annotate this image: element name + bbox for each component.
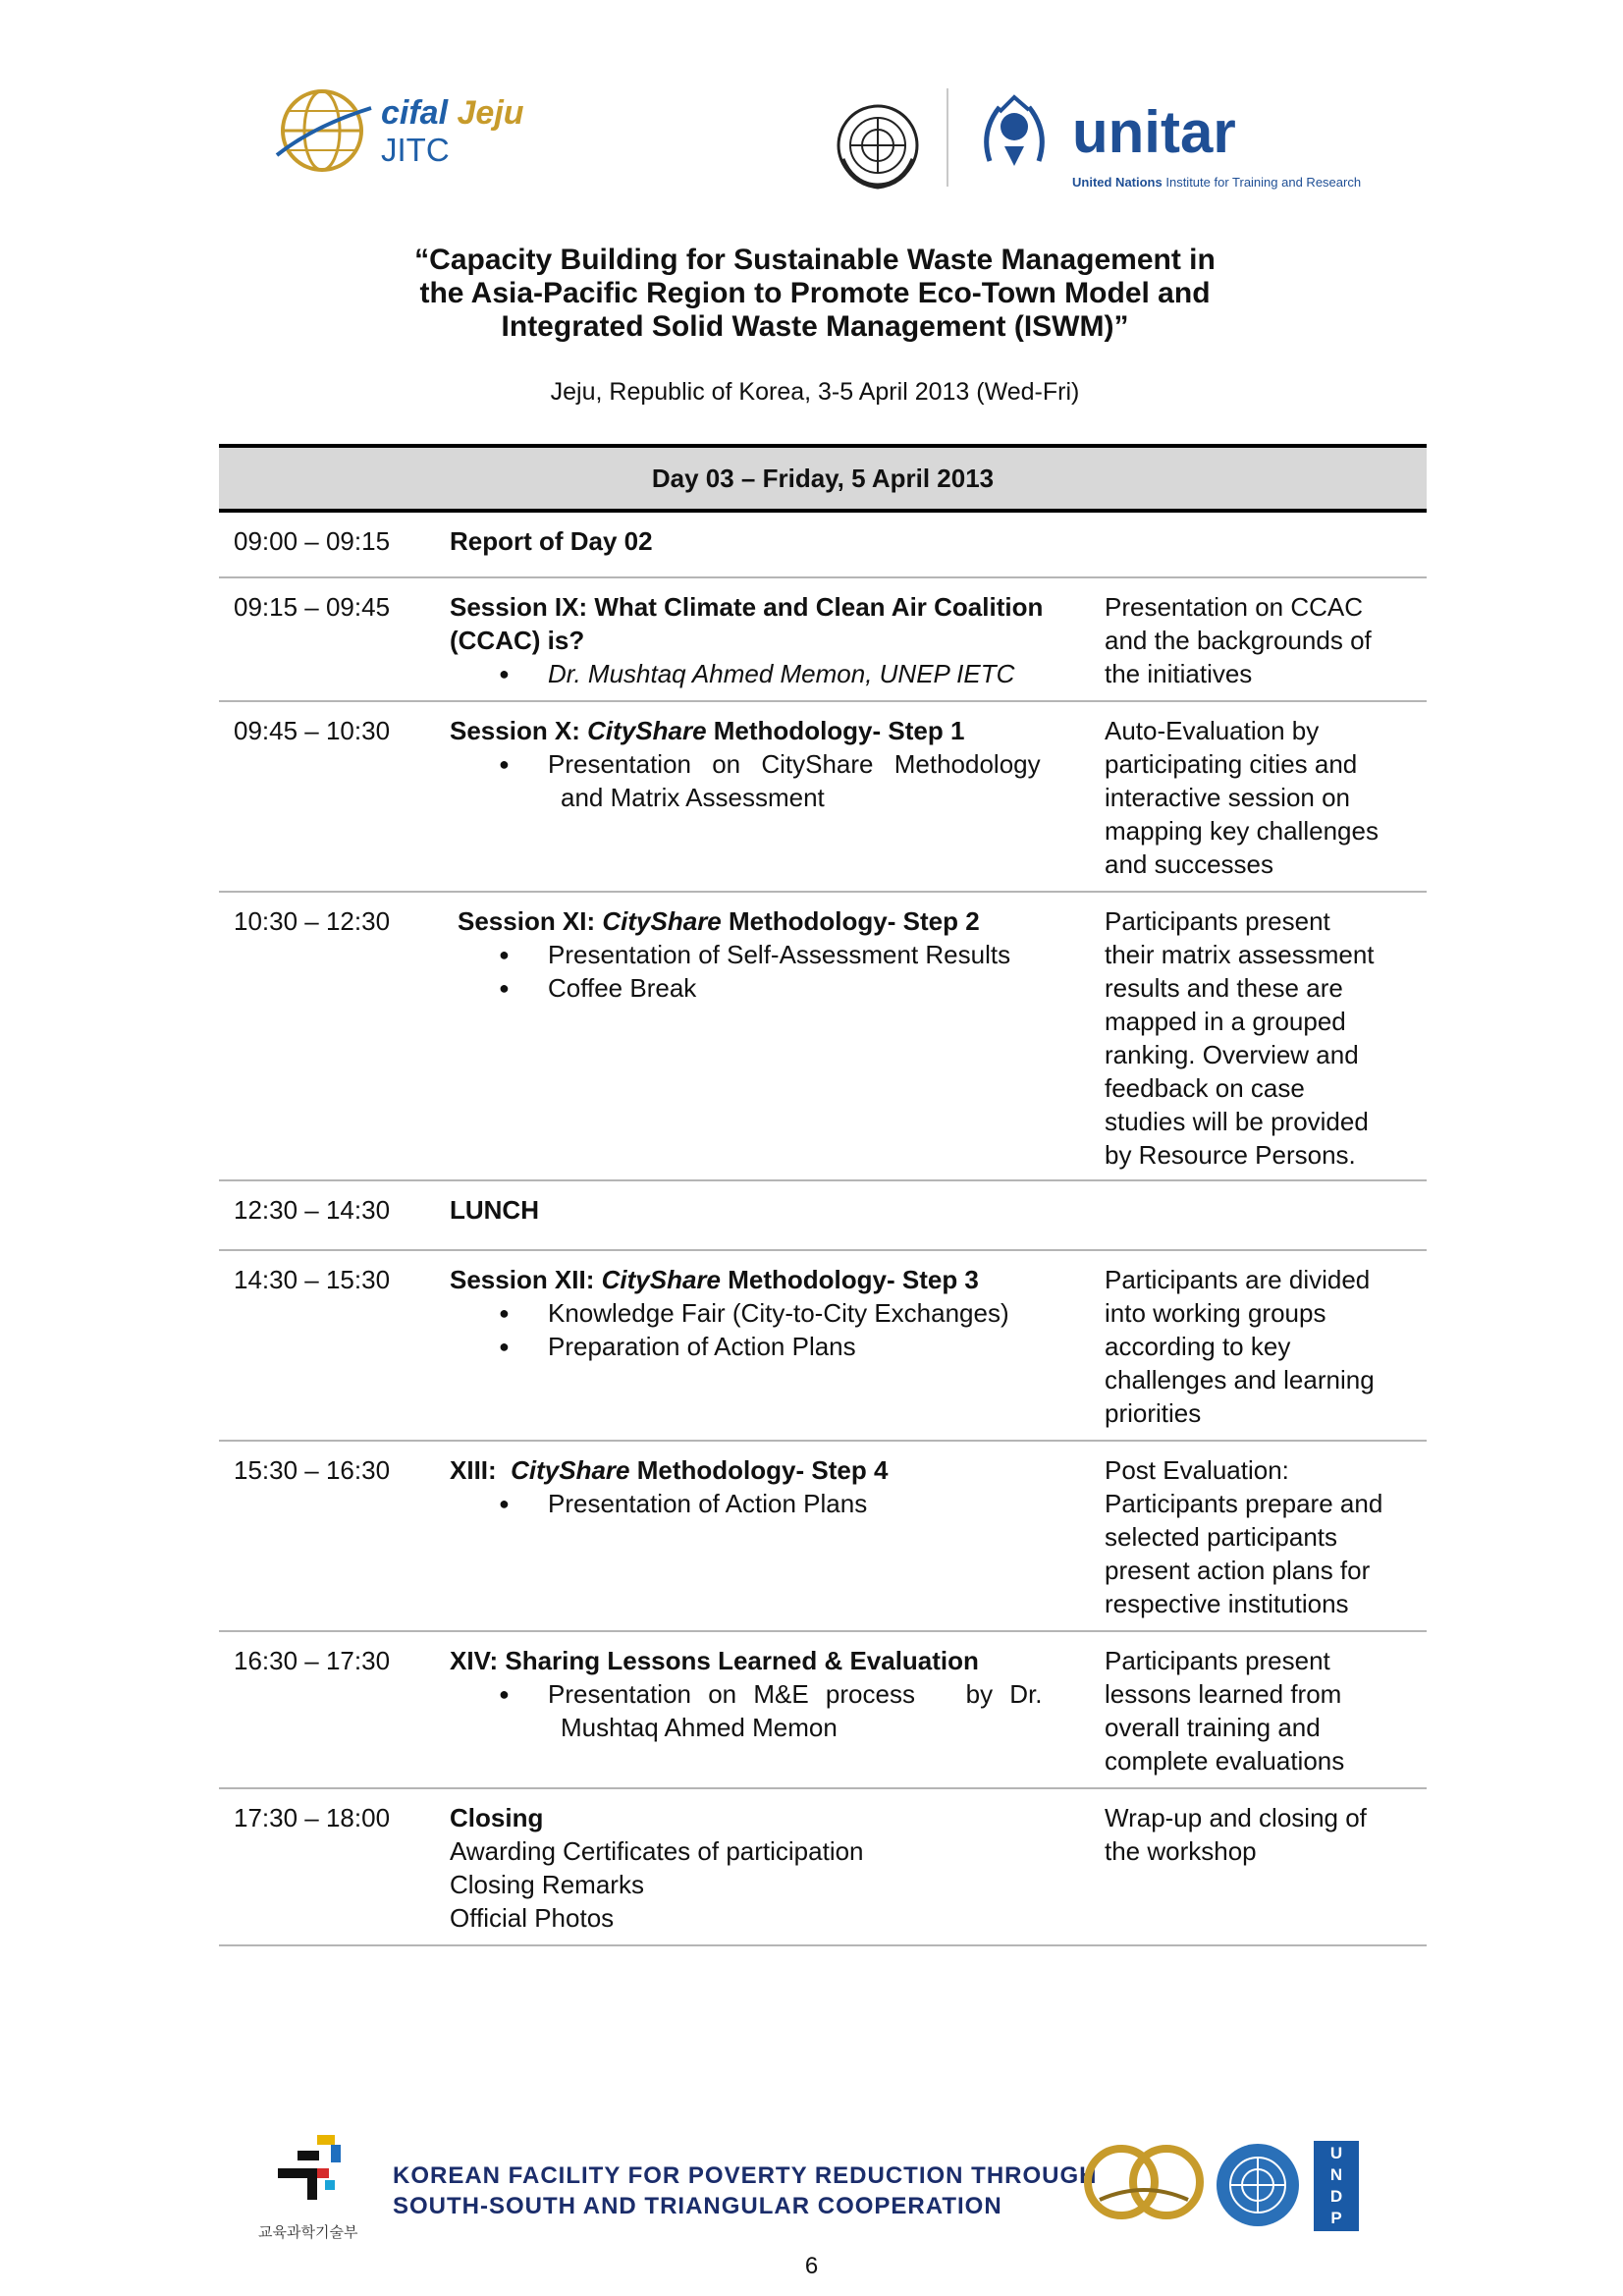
note-line: overall training and: [1105, 1713, 1321, 1742]
note-line: the initiatives: [1105, 659, 1253, 688]
note-line: priorities: [1105, 1398, 1202, 1428]
bullet-text: Knowledge Fair (City-to-City Exchanges): [548, 1298, 1009, 1328]
note-line: Post Evaluation:: [1105, 1455, 1289, 1485]
note-line: their matrix assessment: [1105, 940, 1375, 969]
facility-line-1: KOREAN FACILITY FOR POVERTY REDUCTION THROUGH: [393, 2162, 1098, 2189]
note-line: participating cities and: [1105, 749, 1358, 779]
note-line: mapping key challenges: [1105, 816, 1379, 846]
table-row: [219, 1181, 1427, 1251]
day-header: Day 03 – Friday, 5 April 2013: [219, 444, 1427, 513]
closing-line: Awarding Certificates of participation: [450, 1836, 864, 1866]
unitar-logo: [947, 86, 1408, 194]
note-line: Participants prepare and: [1105, 1489, 1383, 1518]
bullet-item: [450, 1677, 1078, 1744]
table-row: [219, 1251, 1427, 1442]
session-cell: [450, 1453, 1078, 1520]
session-cell: [450, 1193, 1078, 1227]
bullet-item: [450, 971, 1086, 1005]
session-cell: [450, 590, 1078, 690]
session-title: [450, 1453, 1078, 1487]
bullet-text-cont: and Matrix Assessment: [561, 783, 825, 812]
bullet-item: [450, 938, 1086, 971]
table-row: [219, 513, 1427, 578]
time-cell: 14:30 – 15:30: [234, 1265, 391, 1294]
notes-cell: [1105, 1801, 1419, 1868]
bullet-icon: ●: [499, 664, 510, 683]
time-cell: 16:30 – 17:30: [234, 1646, 391, 1675]
note-line: and successes: [1105, 849, 1273, 879]
session-cell: [450, 524, 1078, 558]
event-location-date: Jeju, Republic of Korea, 3-5 April 2013 (Wed-Fri): [550, 378, 1080, 406]
session-title: Session IX: What Climate and Clean Air Coalition: [450, 592, 1044, 622]
bullet-icon: ●: [499, 754, 510, 774]
session-title-b: CityShare: [587, 716, 707, 745]
session-title: XIV: Sharing Lessons Learned & Evaluation: [450, 1646, 979, 1675]
bullet-icon: ●: [499, 945, 510, 964]
session-title-b: CityShare: [601, 1265, 721, 1294]
note-line: studies will be provided: [1105, 1107, 1369, 1136]
cifal-sub: JITC: [381, 132, 450, 168]
session-cell: [450, 1263, 1078, 1363]
bullet-item: [450, 747, 1078, 814]
note-line: respective institutions: [1105, 1589, 1349, 1618]
undp-letter: N: [1329, 2165, 1343, 2184]
unitar-sub-bold: United Nations: [1072, 175, 1163, 190]
bullet-text: Coffee Break: [548, 973, 697, 1003]
notes-cell: [1105, 904, 1419, 1172]
time-cell: 10:30 – 12:30: [234, 906, 391, 936]
unitar-emblem-icon: [970, 92, 1058, 181]
bullet-text: Presentation of Action Plans: [548, 1489, 868, 1518]
note-line: interactive session on: [1105, 783, 1351, 812]
cifal-jeju-logo: [275, 86, 569, 175]
session-title-b: CityShare: [602, 906, 722, 936]
ministry-logo: [268, 2129, 366, 2231]
ministry-name: 교육과학기술부: [258, 2224, 358, 2241]
session-title-a: XIII:: [450, 1455, 512, 1485]
bullet-icon: ●: [499, 1303, 510, 1323]
notes-cell: [1105, 714, 1419, 881]
table-row: [219, 893, 1427, 1181]
table-row: [219, 1442, 1427, 1632]
unitar-sub-rest: Institute for Training and Research: [1162, 175, 1362, 190]
bullet-text: Presentation on M&E process by Dr.: [548, 1679, 1043, 1709]
facility-name: [393, 2160, 1097, 2221]
time-cell: 12:30 – 14:30: [234, 1195, 391, 1225]
note-line: Presentation on CCAC: [1105, 592, 1364, 622]
bullet-text: Dr. Mushtaq Ahmed Memon, UNEP IETC: [548, 659, 1015, 688]
session-title-a: Session XII:: [450, 1265, 602, 1294]
table-row: [219, 702, 1427, 893]
session-title-c: Methodology- Step 4: [629, 1455, 889, 1485]
un-emblem-icon: [833, 100, 923, 191]
facility-line-2: SOUTH-SOUTH AND TRIANGULAR COOPERATION: [393, 2193, 1002, 2219]
session-title: LUNCH: [450, 1195, 539, 1225]
note-line: Auto-Evaluation by: [1105, 716, 1320, 745]
note-line: the workshop: [1105, 1836, 1257, 1866]
note-line: into working groups: [1105, 1298, 1326, 1328]
cifal-city: Jeju: [457, 94, 524, 132]
unitar-wordmark: unitar: [1072, 99, 1236, 165]
time-cell: 17:30 – 18:00: [234, 1803, 391, 1832]
bullet-icon: ●: [499, 1337, 510, 1356]
bullet-item: [450, 1296, 1078, 1330]
undp-logo: [1314, 2141, 1359, 2231]
note-line: mapped in a grouped: [1105, 1007, 1346, 1036]
bullet-text: Presentation of Self-Assessment Results: [548, 940, 1011, 969]
session-title: Closing: [450, 1803, 544, 1832]
note-line: challenges and learning: [1105, 1365, 1375, 1394]
bullet-icon: ●: [499, 978, 510, 998]
cifal-name: cifal: [381, 94, 449, 132]
bullet-icon: ●: [499, 1494, 510, 1513]
bullet-text: Preparation of Action Plans: [548, 1332, 856, 1361]
note-line: and the backgrounds of: [1105, 626, 1372, 655]
table-row: [219, 1632, 1427, 1789]
bullet-text-cont: Mushtaq Ahmed Memon: [561, 1713, 838, 1742]
table-row: [219, 1789, 1427, 1946]
time-cell: 15:30 – 16:30: [234, 1455, 391, 1485]
notes-cell: [1105, 1263, 1419, 1430]
time-cell: 09:15 – 09:45: [234, 592, 391, 622]
logo-divider: [947, 88, 948, 187]
bullet-item: [450, 657, 1078, 690]
bullet-text: Presentation on CityShare Methodology: [548, 749, 1041, 779]
note-line: Wrap-up and closing of: [1105, 1803, 1367, 1832]
note-line: Participants present: [1105, 906, 1330, 936]
session-title-a: Session XI:: [458, 906, 603, 936]
closing-line: Closing Remarks: [450, 1870, 644, 1899]
time-cell: 09:00 – 09:15: [234, 526, 391, 556]
session-title: [450, 1263, 1078, 1296]
notes-cell: [1105, 1644, 1419, 1777]
globe-icon: [275, 86, 373, 175]
un-logo-icon: [1214, 2141, 1302, 2229]
session-cell: [450, 714, 1078, 814]
session-title-b: CityShare: [511, 1455, 630, 1485]
session-cell: [450, 1801, 1078, 1935]
title-line-3: Integrated Solid Waste Management (ISWM)”: [501, 310, 1129, 343]
note-line: according to key: [1105, 1332, 1291, 1361]
note-line: Participants present: [1105, 1646, 1330, 1675]
note-line: ranking. Overview and: [1105, 1040, 1359, 1069]
session-title: [450, 714, 1078, 747]
note-line: by Resource Persons.: [1105, 1140, 1356, 1170]
rings-logo: [1080, 2141, 1208, 2221]
session-cell: [450, 1644, 1078, 1744]
session-title: Report of Day 02: [450, 526, 653, 556]
closing-line: Official Photos: [450, 1903, 615, 1933]
session-title: [458, 904, 1086, 938]
note-line: complete evaluations: [1105, 1746, 1345, 1776]
bullet-icon: ●: [499, 1684, 510, 1704]
undp-letter: D: [1329, 2187, 1343, 2206]
bullet-item: [450, 1487, 1078, 1520]
session-title-c: Methodology- Step 1: [706, 716, 965, 745]
unitar-subtitle: [1072, 175, 1361, 190]
document-title: [255, 244, 1375, 344]
session-title: (CCAC) is?: [450, 626, 585, 655]
note-line: selected participants: [1105, 1522, 1338, 1552]
bullet-item: [450, 1330, 1078, 1363]
session-cell: [458, 904, 1086, 1005]
note-line: Participants are divided: [1105, 1265, 1371, 1294]
session-title-a: Session X:: [450, 716, 588, 745]
session-title-c: Methodology- Step 3: [721, 1265, 979, 1294]
notes-cell: [1105, 590, 1419, 690]
title-line-1: “Capacity Building for Sustainable Waste Management in: [414, 244, 1216, 276]
session-title-c: Methodology- Step 2: [721, 906, 980, 936]
page-number: 6: [804, 2253, 819, 2279]
title-line-2: the Asia-Pacific Region to Promote Eco-Town Model and: [419, 277, 1211, 309]
undp-letter: U: [1329, 2144, 1343, 2162]
note-line: feedback on case: [1105, 1073, 1305, 1103]
table-row: [219, 578, 1427, 702]
note-line: results and these are: [1105, 973, 1343, 1003]
undp-letter: P: [1330, 2209, 1342, 2227]
time-cell: 09:45 – 10:30: [234, 716, 391, 745]
notes-cell: [1105, 1453, 1419, 1620]
agenda-table: [219, 444, 1427, 1946]
note-line: lessons learned from: [1105, 1679, 1342, 1709]
note-line: present action plans for: [1105, 1556, 1371, 1585]
